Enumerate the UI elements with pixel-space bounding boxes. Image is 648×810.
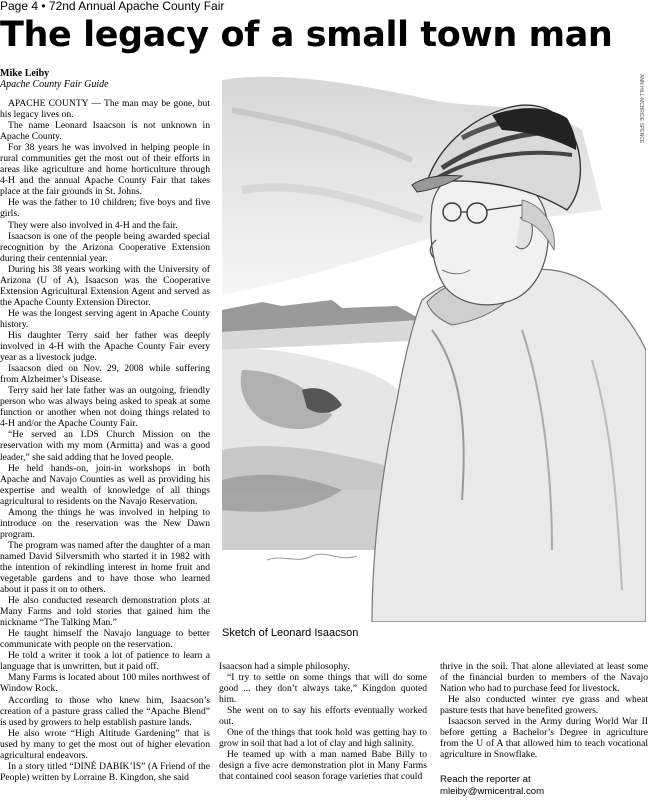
paragraph: APACHE COUNTY — The man may be gone, but his legacy lives on. [0, 98, 210, 121]
sketch-illustration [222, 70, 646, 622]
paragraph: He was the father to 10 children; five boys and five girls. [0, 197, 210, 220]
image-caption: Sketch of Leonard Isaacson [222, 627, 359, 639]
paragraph: Isaacson is one of the people being awarded special recognition by the Arizona Cooperative Extension during their centennial year. [0, 230, 210, 264]
paragraph: The program was named after the daughter of a man named David Silversmith who started it in 1982 with the intention of rekindling interest in home fruit and vegetable gardens and to have those who learned about it pass it on to others. [0, 539, 210, 596]
paragraph: He told a writer it took a lot of patience to learn a language that is unwritten, but it paid off. [0, 650, 210, 673]
article-column-1 [0, 98, 210, 783]
paragraph: He taught himself the Navajo language to better communicate with people on the reservation. [0, 628, 210, 651]
reporter-email-link[interactable]: mleiby@wmicentral.com [440, 785, 545, 797]
svg-text:ANN HILL-MCBRIDE SPENCE: ANN HILL-MCBRIDE SPENCE [638, 74, 644, 144]
paragraph: Isaacson died on Nov. 29, 2008 while suffering from Alzheimer’s Disease. [0, 363, 210, 386]
paragraph: The name Leonard Isaacson is not unknown in Apache County. [0, 120, 210, 143]
paragraph: In a story titled “DINÉ DABIK’IS” (A Friend of the People) written by Lorraine B. Kingdon, she said [0, 760, 210, 783]
paragraph: Terry said her late father was an outgoing, friendly person who was always being asked to speak at some function or another when not doing things related to 4-H and/or the Apache County Fair. [0, 385, 210, 430]
paragraph: He also wrote “High Altitude Gardening” that is used by many to get the most out of higher elevation agricultural endeavors. [0, 727, 210, 761]
paragraph: Isaacson had a simple philosophy. [219, 661, 350, 672]
article-column-3 [440, 661, 648, 797]
paragraph: She went on to say his efforts eventually worked out. [219, 705, 427, 728]
paragraph: He held hands-on, join-in workshops in both Apache and Navajo Counties as well as providing his expertise and wealth of knowledge of all things agricultural to residents on the Navajo Reservation. [0, 462, 210, 507]
folio-line: Page 4 • 72nd Annual Apache County Fair [0, 0, 225, 13]
paragraph: He also conducted research demonstration plots at Many Farms and told stories that gained him the nickname “The Talking Man.” [0, 595, 210, 629]
paragraph: They were also involved in 4-H and the fair. [8, 219, 178, 231]
paragraph: He was the longest serving agent in Apache County history. [0, 307, 210, 330]
paragraph: His daughter Terry said her father was deeply involved in 4-H with the Apache County Fair every year as a livestock judge. [0, 329, 210, 364]
byline-name: Mike Leiby [0, 68, 50, 79]
contact-line: Reach the reporter at [440, 774, 531, 786]
paragraph: He teamed up with a man named Babe Billy to design a five acre demonstration plot in Many Farms that contained cool season forage varieties that could [219, 749, 427, 783]
byline-org: Apache County Fair Guide [0, 79, 109, 90]
paragraph: thrive in the soil. That alone alleviated at least some of the financial burden to members of the Navajo Nation who had to purchase feed for livestock. [440, 661, 648, 695]
paragraph: According to those who knew him, Isaacson’s creation of a pasture grass called the “Apache Blend” is used by growers to help establish pasture lands. [0, 694, 210, 728]
paragraph: “He served an LDS Church Mission on the reservation with my mom (Armitta) and was a good leader,” she said adding that he loved people. [0, 429, 210, 463]
paragraph: For 38 years he was involved in helping people in rural communities get the most out of their efforts in areas like agriculture and home horticulture through 4-H and the annual Apache County Fair that takes place at the fair grounds in St. Johns. [0, 142, 210, 198]
paragraph: He also conducted winter rye grass and wheat pasture tests that have benefited growers. [440, 694, 648, 717]
paragraph: Many Farms is located about 100 miles northwest of Window Rock. [0, 672, 210, 695]
headline: The legacy of a small town man [0, 15, 613, 55]
paragraph: One of the things that took hold was getting hay to grow in soil that had a lot of clay and high salinity. [219, 727, 427, 750]
reporter-contact [440, 774, 648, 797]
paragraph: Isaacson served in the Army during World War II before getting a Bachelor’s Degree in agriculture from the U of A that allowed him to teach vocational agriculture in Snowflake. [440, 716, 648, 761]
paragraph: Among the things he was involved in helping to introduce on the reservation was the New Dawn program. [0, 506, 210, 540]
byline [0, 68, 109, 90]
paragraph: “I try to settle on some things that will do some good ... they don’t always take,” Kingdon quoted him. [219, 672, 427, 706]
article-column-2 [219, 661, 427, 783]
paragraph: During his 38 years working with the University of Arizona (U of A), Isaacson was the Cooperative Extension Agricultural Extension Agent and served as the Apache County Extension Director. [0, 263, 210, 308]
